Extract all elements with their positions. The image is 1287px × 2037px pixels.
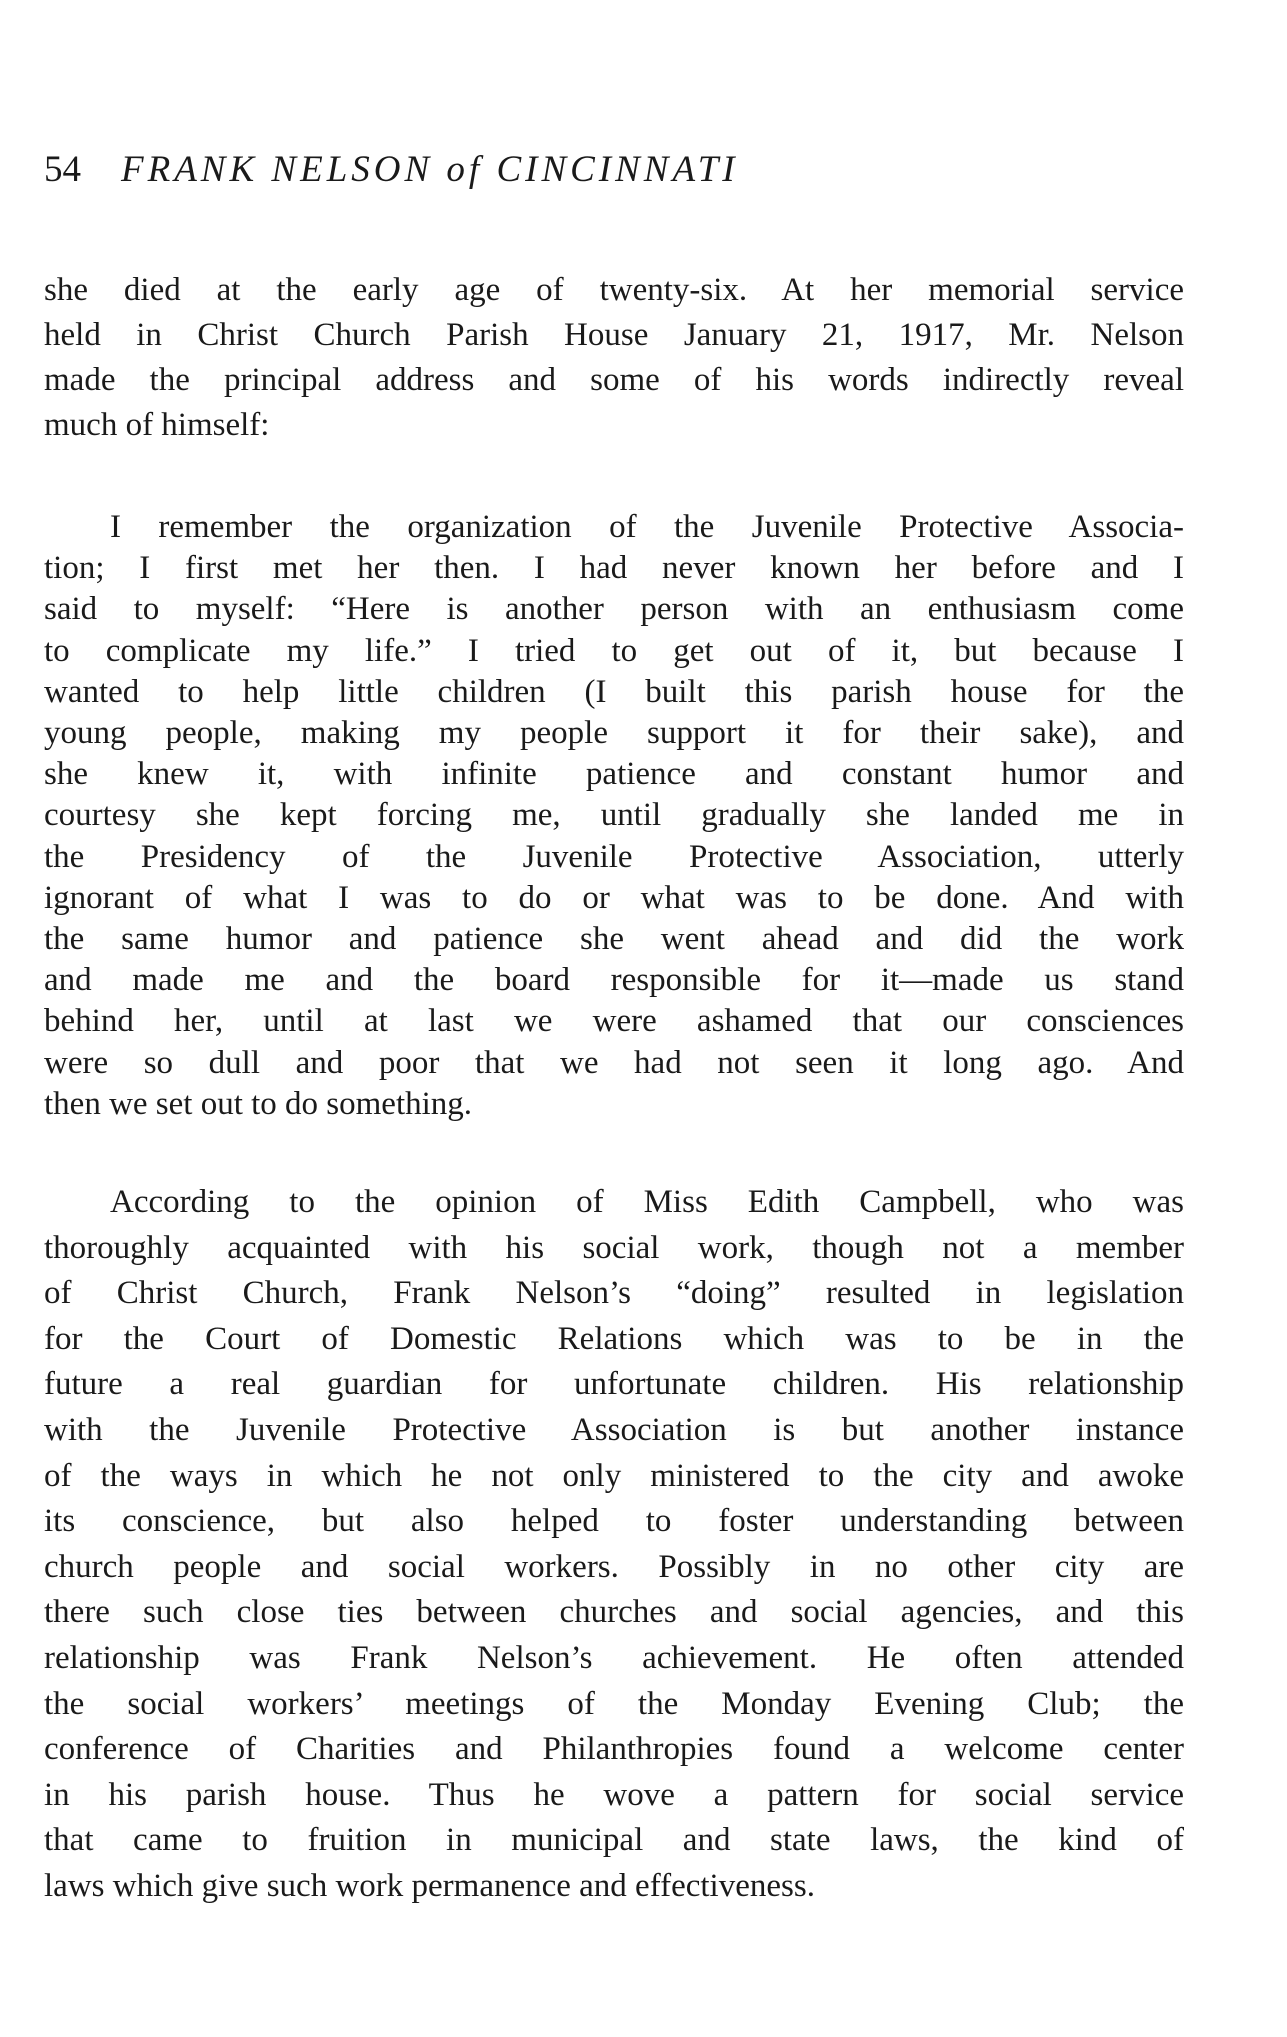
text-line: of the ways in which he not only ministered to the city and awoke bbox=[44, 1457, 1184, 1494]
text-line: were so dull and poor that we had not seen it long ago. And bbox=[44, 1044, 1184, 1081]
text-line: conference of Charities and Philanthropies found a welcome center bbox=[44, 1731, 1184, 1768]
text-line: thoroughly acquainted with his social work, though not a member bbox=[44, 1229, 1184, 1266]
text-line: According to the opinion of Miss Edith Campbell, who was bbox=[110, 1184, 1184, 1220]
text-line: held in Christ Church Parish House January 21, 1917, Mr. Nelson bbox=[44, 317, 1184, 353]
text-line: then we set out to do something. bbox=[44, 1085, 473, 1122]
text-line: with the Juvenile Protective Association is but another instance bbox=[44, 1411, 1184, 1448]
block-quotation bbox=[44, 507, 1184, 1125]
text-line: church people and social workers. Possibly in no other city are bbox=[44, 1548, 1184, 1585]
text-line: in his parish house. Thus he wove a pattern for social service bbox=[44, 1776, 1184, 1813]
running-head bbox=[44, 148, 1144, 208]
text-line: courtesy she kept forcing me, until gradually she landed me in bbox=[44, 797, 1184, 834]
text-line: the Presidency of the Juvenile Protective Association, utterly bbox=[44, 838, 1184, 875]
text-line: for the Court of Domestic Relations which was to be in the bbox=[44, 1320, 1184, 1357]
text-line: tion; I first met her then. I had never known her before and I bbox=[44, 550, 1184, 587]
text-line: of Christ Church, Frank Nelson’s “doing” resulted in legislation bbox=[44, 1275, 1184, 1312]
text-line: much of himself: bbox=[44, 407, 270, 443]
text-line: made the principal address and some of his words indirectly reveal bbox=[44, 362, 1184, 398]
text-line: said to myself: “Here is another person with an enthusiasm come bbox=[44, 591, 1184, 628]
text-line: wanted to help little children (I built this parish house for the bbox=[44, 673, 1184, 710]
text-line: behind her, until at last we were ashamed that our consciences bbox=[44, 1003, 1184, 1040]
text-line: the same humor and patience she went ahead and did the work bbox=[44, 921, 1184, 958]
text-line: she died at the early age of twenty-six. At her memorial service bbox=[44, 272, 1184, 308]
page-number: 54 bbox=[44, 149, 81, 190]
text-line: and made me and the board responsible for it—made us stand bbox=[44, 962, 1184, 999]
text-line: the social workers’ meetings of the Monday Evening Club; the bbox=[44, 1685, 1184, 1722]
text-line: there such close ties between churches and social agencies, and this bbox=[44, 1594, 1184, 1631]
text-line: ignorant of what I was to do or what was to be done. And with bbox=[44, 879, 1184, 916]
text-line: I remember the organization of the Juvenile Protective Associa- bbox=[110, 509, 1184, 545]
paragraph-campbell bbox=[44, 1180, 1184, 1910]
text-line: its conscience, but also helped to foster understanding between bbox=[44, 1503, 1184, 1540]
text-line: young people, making my people support it for their sake), and bbox=[44, 715, 1184, 752]
book-title: FRANK NELSON of CINCINNATI bbox=[121, 149, 739, 190]
text-line: future a real guardian for unfortunate children. His relationship bbox=[44, 1366, 1184, 1403]
text-line: that came to fruition in municipal and state laws, the kind of bbox=[44, 1822, 1184, 1859]
paragraph-intro bbox=[44, 268, 1184, 448]
text-line: relationship was Frank Nelson’s achievement. He often attended bbox=[44, 1639, 1184, 1676]
text-line: laws which give such work permanence and effectiveness. bbox=[44, 1867, 815, 1904]
text-line: she knew it, with infinite patience and constant humor and bbox=[44, 756, 1184, 793]
text-line: to complicate my life.” I tried to get out of it, but because I bbox=[44, 632, 1184, 669]
